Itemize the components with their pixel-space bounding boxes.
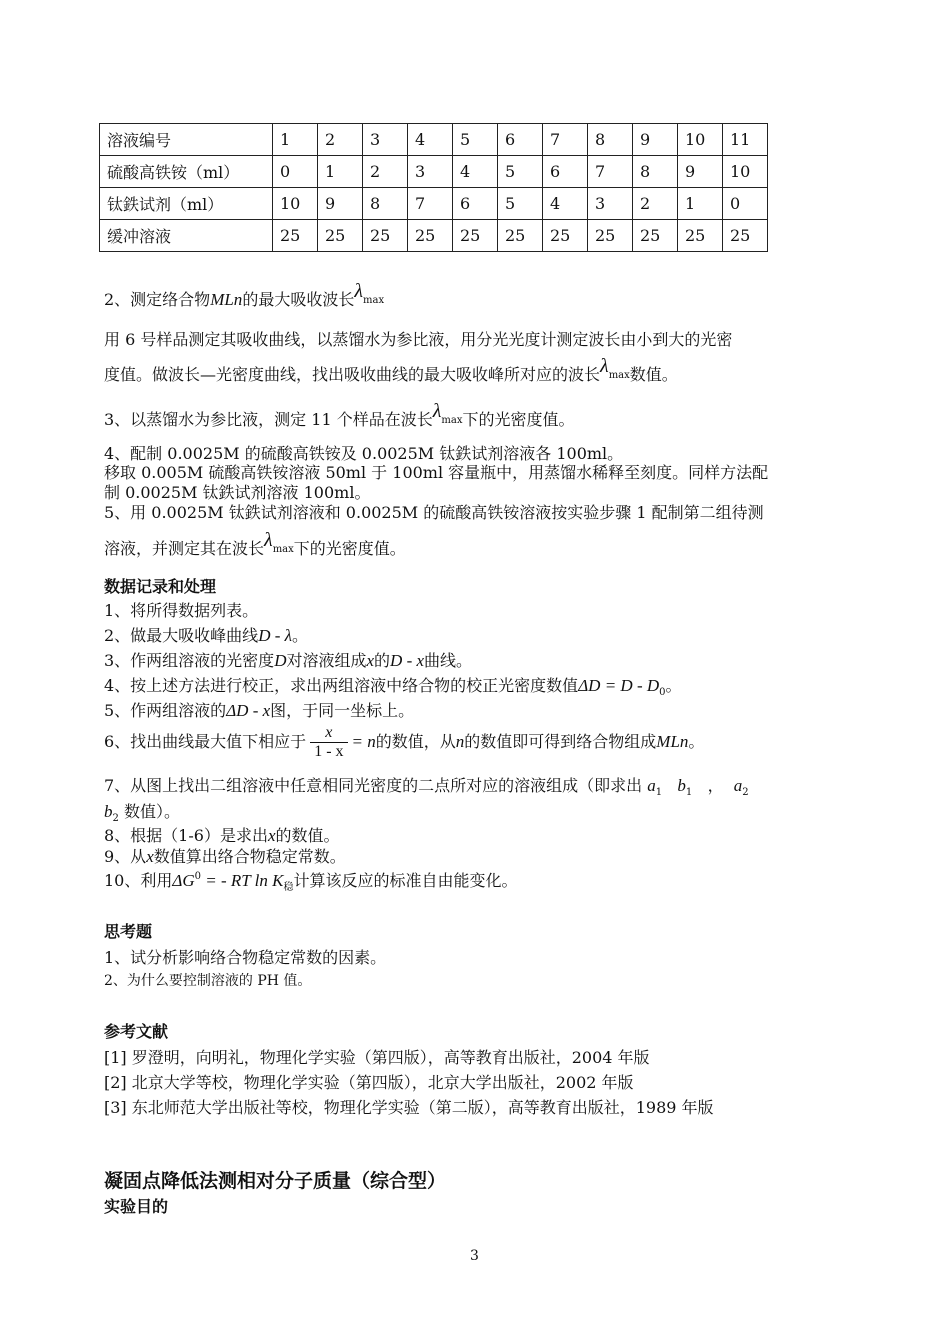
table-cell: 10	[678, 124, 723, 156]
text: 。	[665, 676, 682, 695]
lambda-symbol: λ	[264, 529, 273, 551]
table-cell: 1	[318, 156, 363, 188]
formula: x	[267, 826, 276, 845]
formula: MLn	[656, 732, 689, 751]
table-cell: 7	[543, 124, 588, 156]
data-item-1: 1、将所得数据列表。	[104, 601, 259, 620]
formula: D	[274, 651, 287, 670]
text: 3、以蒸馏水为参比液，测定 11 个样品在波长	[104, 410, 433, 429]
formula: ΔD = D - D	[578, 676, 660, 695]
data-section-heading: 数据记录和处理	[104, 577, 217, 596]
data-item-2	[104, 623, 308, 646]
formula: = - RT ln K	[201, 871, 284, 890]
table-cell: 6	[453, 188, 498, 220]
text: 6、找出曲线最大值下相应于	[104, 732, 307, 751]
row-label: 缓冲溶液	[100, 220, 273, 252]
references-heading: 参考文献	[104, 1022, 169, 1041]
table-cell: 9	[633, 124, 678, 156]
table-cell: 11	[723, 124, 768, 156]
questions-heading: 思考题	[104, 922, 153, 941]
row-label: 硫酸高铁铵（ml）	[100, 156, 273, 188]
data-item-4	[104, 673, 682, 696]
text: 7、从图上找出二组溶液中任意相同光密度的二点所对应的溶液组成（即求出	[104, 776, 643, 795]
table-cell: 5	[453, 124, 498, 156]
text: 8、根据（1-6）是求出	[104, 826, 268, 845]
data-item-10	[104, 868, 518, 891]
table-cell: 1	[678, 188, 723, 220]
text: 的数值即可得到络合物组成	[464, 732, 657, 751]
text: 的数值。	[275, 826, 340, 845]
table-row	[100, 124, 768, 156]
table-cell: 25	[588, 220, 633, 252]
max-subscript: max	[363, 295, 385, 306]
text: 下的光密度值。	[293, 539, 406, 558]
table-cell: 3	[588, 188, 633, 220]
table-cell: 2	[318, 124, 363, 156]
formula: x	[146, 847, 154, 866]
step-2-para-2	[104, 355, 678, 386]
lambda-symbol: λ	[354, 280, 363, 302]
table-cell: 9	[678, 156, 723, 188]
table-cell: 10	[723, 156, 768, 188]
lambda-symbol: λ	[600, 355, 609, 377]
solution-table	[99, 123, 768, 252]
text: 数值）。	[123, 802, 180, 821]
fraction	[310, 724, 347, 761]
table-cell: 9	[318, 188, 363, 220]
text: 图，于同一坐标上。	[270, 701, 415, 720]
subscript: 2	[112, 813, 119, 824]
data-item-3	[104, 648, 472, 671]
text: 2、测定络合物	[104, 290, 211, 309]
data-item-7-line-2	[104, 799, 180, 822]
data-item-6	[104, 724, 704, 761]
data-item-8	[104, 823, 340, 846]
formula: ΔD - x	[226, 701, 271, 720]
formula-mln: MLn	[210, 290, 243, 309]
max-subscript: max	[441, 415, 463, 426]
max-subscript: max	[608, 370, 630, 381]
data-item-7-line-1	[104, 773, 749, 796]
table-cell: 2	[363, 156, 408, 188]
row-label: 钛鉄试剂（ml）	[100, 188, 273, 220]
subscript: 1	[655, 787, 663, 798]
table-cell: 25	[678, 220, 723, 252]
table-cell: 4	[408, 124, 453, 156]
table-cell: 0	[723, 188, 768, 220]
text: 曲线。	[424, 651, 473, 670]
formula: a	[647, 776, 656, 795]
text: 10、利用	[104, 871, 173, 890]
superscript: 0	[194, 871, 202, 882]
table-cell: 1	[273, 124, 318, 156]
table-cell: 7	[408, 188, 453, 220]
text: 3、作两组溶液的光密度	[104, 651, 275, 670]
table-cell: 25	[453, 220, 498, 252]
formula: D - λ	[258, 626, 292, 645]
table-cell: 25	[633, 220, 678, 252]
table-cell: 25	[498, 220, 543, 252]
text: 数值算出络合物稳定常数。	[153, 847, 346, 866]
text: 的最大吸收波长	[242, 290, 355, 309]
table-cell: 6	[498, 124, 543, 156]
text: 4、按上述方法进行校正，求出两组溶液中络合物的校正光密度数值	[104, 676, 579, 695]
table-cell: 25	[408, 220, 453, 252]
reference-item: [2] 北京大学等校，物理化学实验（第四版），北京大学出版社，2002 年版	[104, 1073, 634, 1092]
step-3	[104, 400, 575, 431]
table-cell: 6	[543, 156, 588, 188]
step-5-line-2	[104, 529, 406, 560]
text: ，	[707, 776, 724, 795]
table-cell: 25	[543, 220, 588, 252]
table-cell: 4	[543, 188, 588, 220]
reference-item: [1] 罗澄明，向明礼，物理化学实验（第四版），高等教育出版社，2004 年版	[104, 1048, 650, 1067]
text: 数值。	[629, 365, 678, 384]
page-number: 3	[470, 1248, 479, 1264]
table-cell: 25	[318, 220, 363, 252]
reference-item: [3] 东北师范大学出版社等校，物理化学实验（第二版），高等教育出版社，1989 年版	[104, 1098, 714, 1117]
text: 。	[688, 732, 705, 751]
data-item-9	[104, 844, 346, 867]
step-2-heading	[104, 280, 385, 311]
question-2: 2、为什么要控制溶液的 PH 值。	[104, 973, 312, 989]
text: 9、从	[104, 847, 147, 866]
text: 5、作两组溶液的	[104, 701, 227, 720]
data-item-5	[104, 698, 414, 721]
table-cell: 25	[723, 220, 768, 252]
table-cell: 25	[363, 220, 408, 252]
table-cell: 4	[453, 156, 498, 188]
max-subscript: max	[272, 544, 294, 555]
formula: D - x	[390, 651, 425, 670]
table-cell: 2	[633, 188, 678, 220]
formula: a	[733, 776, 743, 795]
table-cell: 10	[273, 188, 318, 220]
text: 的数值，从	[375, 732, 456, 751]
section-title: 凝固点降低法测相对分子质量（综合型）	[104, 1170, 447, 1192]
text: 。	[292, 626, 309, 645]
text: 计算该反应的标准自由能变化。	[293, 871, 518, 890]
table-cell: 3	[408, 156, 453, 188]
formula: b	[677, 776, 686, 795]
text: 下的光密度值。	[462, 410, 575, 429]
table-cell: 25	[273, 220, 318, 252]
table-cell: 7	[588, 156, 633, 188]
subscript: 1	[685, 787, 693, 798]
row-label: 溶液编号	[100, 124, 273, 156]
text: 对溶液组成	[286, 651, 367, 670]
subscript: 稳	[283, 882, 294, 893]
text: 的	[374, 651, 391, 670]
formula: = n	[351, 732, 376, 751]
table-row	[100, 188, 768, 220]
table-cell: 8	[633, 156, 678, 188]
table-cell: 3	[363, 124, 408, 156]
text: 度值。做波长—光密度曲线，找出吸收曲线的最大吸收峰所对应的波长	[104, 365, 601, 384]
formula: ΔG	[172, 871, 195, 890]
formula: n	[455, 732, 465, 751]
table-row	[100, 156, 768, 188]
step-4-line-3: 制 0.0025M 钛鉄试剂溶液 100ml。	[104, 483, 371, 502]
lambda-symbol: λ	[432, 400, 442, 422]
table-cell: 5	[498, 188, 543, 220]
table-cell: 0	[273, 156, 318, 188]
text: 溶液，并测定其在波长	[104, 539, 265, 558]
table-row	[100, 220, 768, 252]
denominator: 1 - x	[314, 743, 344, 760]
table-cell: 5	[498, 156, 543, 188]
step-5-line-1: 5、用 0.0025M 钛鉄试剂溶液和 0.0025M 的硫酸高铁铵溶液按实验步骤 1 配制第二组待测	[104, 503, 764, 522]
table-cell: 8	[363, 188, 408, 220]
step-4-line-2: 移取 0.005M 硫酸高铁铵溶液 50ml 于 100ml 容量瓶中，用蒸馏水稀释至刻度。同样方法配	[104, 463, 769, 482]
numerator: x	[310, 724, 347, 743]
subscript: 0	[659, 687, 666, 698]
formula: x	[366, 651, 375, 670]
step-2-para-1: 用 6 号样品测定其吸收曲线，以蒸馏水为参比液，用分光光度计测定波长由小到大的光密	[104, 330, 733, 349]
question-1: 1、试分析影响络合物稳定常数的因素。	[104, 948, 387, 967]
text: 2、做最大吸收峰曲线	[104, 626, 259, 645]
section-subtitle: 实验目的	[104, 1197, 169, 1216]
subscript: 2	[742, 787, 749, 798]
formula: b	[104, 802, 113, 821]
step-4-line-1: 4、配制 0.0025M 的硫酸高铁铵及 0.0025M 钛鉄试剂溶液各 100ml。	[104, 444, 624, 463]
table-cell: 8	[588, 124, 633, 156]
